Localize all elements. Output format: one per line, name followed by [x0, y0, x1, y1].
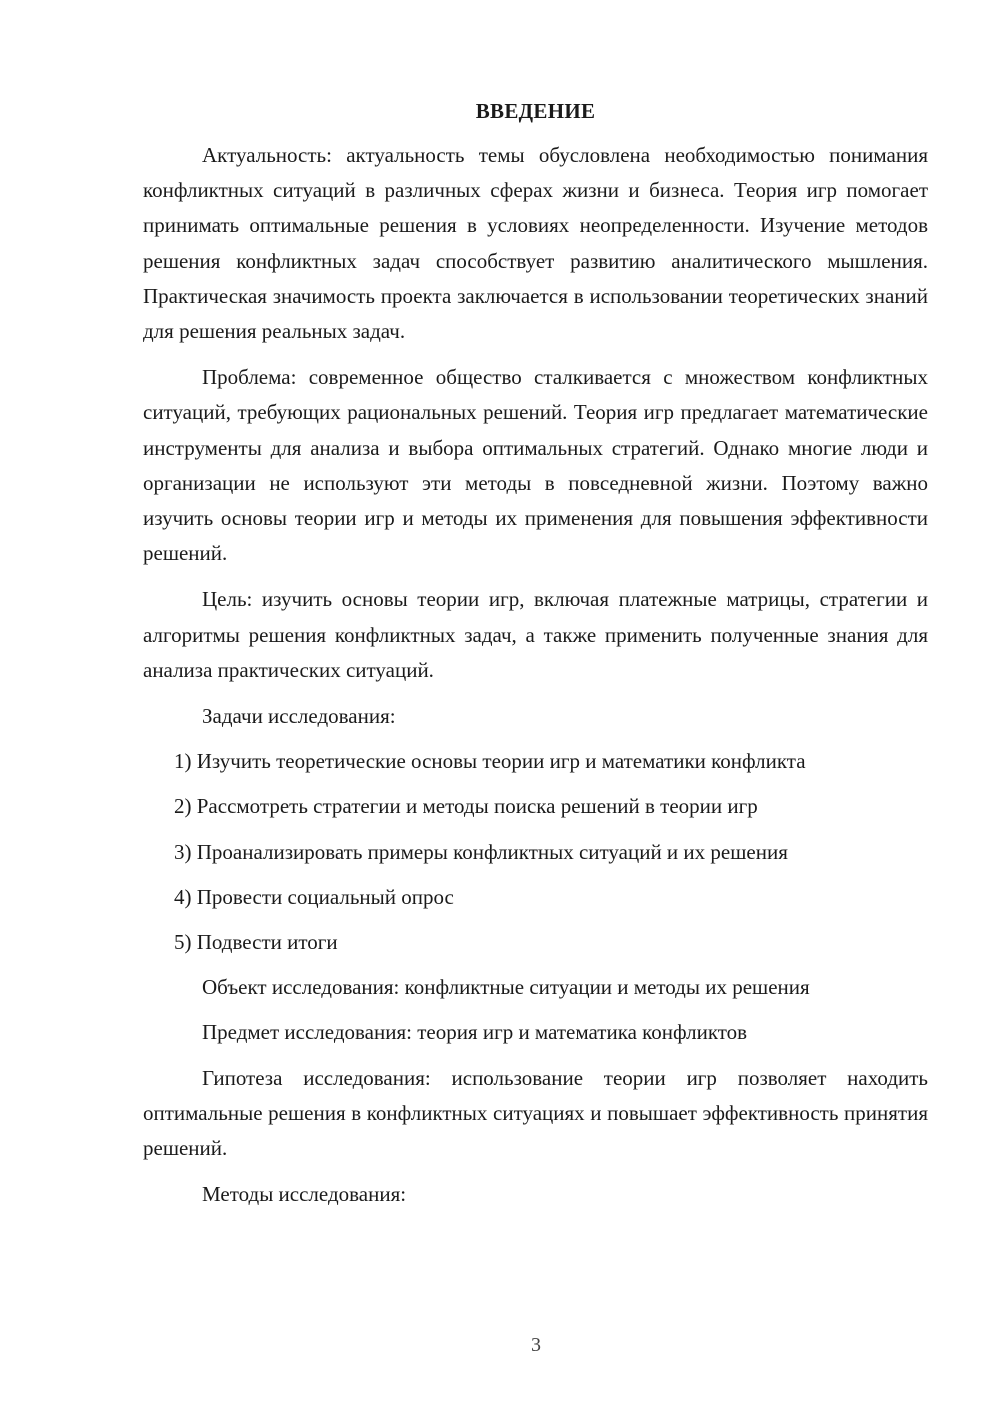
tasks-list	[143, 744, 928, 960]
paragraph-relevance: Актуальность: актуальность темы обусловлена необходимостью понимания конфликтных ситуаций в различных сферах жизни и бизнеса. Теория игр помогает принимать оптимальные решения в условиях неопределенности. Изучение методов решения конфликтных задач способствует развитию аналитического мышления. Практическая значимость проекта заключается в использовании теоретических знаний для решения реальных задач.	[143, 143, 928, 344]
list-item: 2) Рассмотреть стратегии и методы поиска решений в теории игр	[174, 794, 758, 819]
list-item: 1) Изучить теоретические основы теории игр и математики конфликта	[174, 749, 806, 774]
paragraph-problem: Проблема: современное общество сталкивается с множеством конфликтных ситуаций, требующих рациональных решений. Теория игр предлагает математические инструменты для анализа и выбора оптимальных стратегий. Однако многие люди и организации не используют эти методы в повседневной жизни. Поэтому важно изучить основы теории игр и методы их применения для повышения эффективности решений.	[143, 365, 928, 566]
list-item: 5) Подвести итоги	[174, 930, 338, 955]
paragraph-hypothesis: Гипотеза исследования: использование теории игр позволяет находить оптимальные решения в конфликтных ситуациях и повышает эффективность принятия решений.	[143, 1065, 928, 1161]
tasks-heading: Задачи исследования:	[202, 704, 396, 729]
list-item: 4) Провести социальный опрос	[174, 884, 454, 909]
paragraph-goal: Цель: изучить основы теории игр, включая платежные матрицы, стратегии и алгоритмы решения конфликтных задач, а также применить полученные знания для анализа практических ситуаций.	[143, 587, 928, 682]
paragraph-object: Объект исследования: конфликтные ситуации и методы их решения	[202, 975, 810, 1000]
page-number: 3	[531, 1334, 541, 1356]
document-page	[143, 96, 928, 1222]
methods-heading: Методы исследования:	[202, 1182, 407, 1207]
paragraph-subject: Предмет исследования: теория игр и математика конфликтов	[202, 1020, 748, 1045]
page-title: ВВЕДЕНИЕ	[475, 99, 596, 123]
list-item: 3) Проанализировать примеры конфликтных ситуаций и их решения	[174, 839, 788, 864]
